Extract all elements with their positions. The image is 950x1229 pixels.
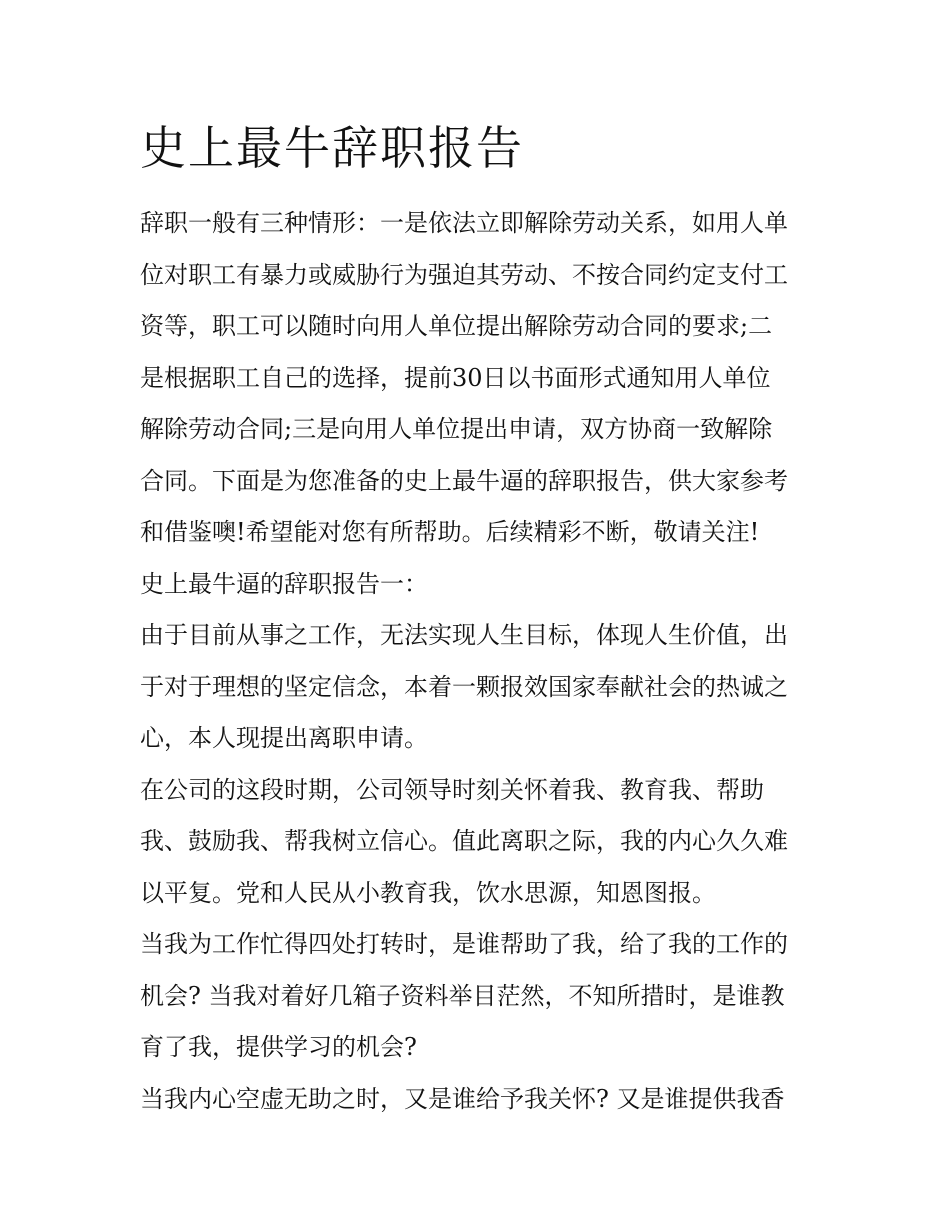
text-line: 当我为工作忙得四处打转时，是谁帮助了我，给了我的工作的 xyxy=(140,930,788,958)
text-line: 于对于理想的坚定信念，本着一颗报效国家奉献社会的热诚之 xyxy=(140,672,788,701)
text-line: 由于目前从事之工作，无法实现人生目标，体现人生价值，出 xyxy=(140,621,788,649)
text-line: 在公司的这段时期，公司领导时刻关怀着我、教育我、帮助 xyxy=(140,775,764,804)
text-line: 我、鼓励我、帮我树立信心。值此离职之际，我的内心久久难 xyxy=(140,827,788,855)
text-line: 当我内心空虚无助之时，又是谁给予我关怀? 又是谁提供我香 xyxy=(140,1084,785,1113)
text-line: 心，本人现提出离职申请。 xyxy=(140,724,428,752)
document-body xyxy=(140,198,815,1125)
text-line: 解除劳动合同;三是向用人单位提出申请，双方协商一致解除 xyxy=(140,415,773,443)
text-line: 以平复。党和人民从小教育我，饮水思源，知恩图报。 xyxy=(140,878,716,907)
document-title: 史上最牛辞职报告 xyxy=(140,121,524,175)
section-heading: 史上最牛逼的辞职报告一： xyxy=(140,569,428,598)
text-line: 育了我，提供学习的机会? xyxy=(140,1033,417,1061)
text-line: 和借鉴噢!希望能对您有所帮助。后续精彩不断，敬请关注! xyxy=(140,518,760,546)
text-line: 机会? 当我对着好几箱子资料举目茫然，不知所措时，是谁教 xyxy=(140,981,785,1010)
text-line: 是根据职工自己的选择，提前30日以书面形式通知用人单位 xyxy=(140,363,771,392)
text-line: 辞职一般有三种情形：一是依法立即解除劳动关系，如用人单 xyxy=(140,209,788,237)
text-line: 资等，职工可以随时向用人单位提出解除劳动合同的要求;二 xyxy=(140,312,773,340)
text-line: 位对职工有暴力或威胁行为强迫其劳动、不按合同约定支付工 xyxy=(140,260,788,289)
text-line: 合同。下面是为您准备的史上最牛逼的辞职报告，供大家参考 xyxy=(140,466,788,495)
